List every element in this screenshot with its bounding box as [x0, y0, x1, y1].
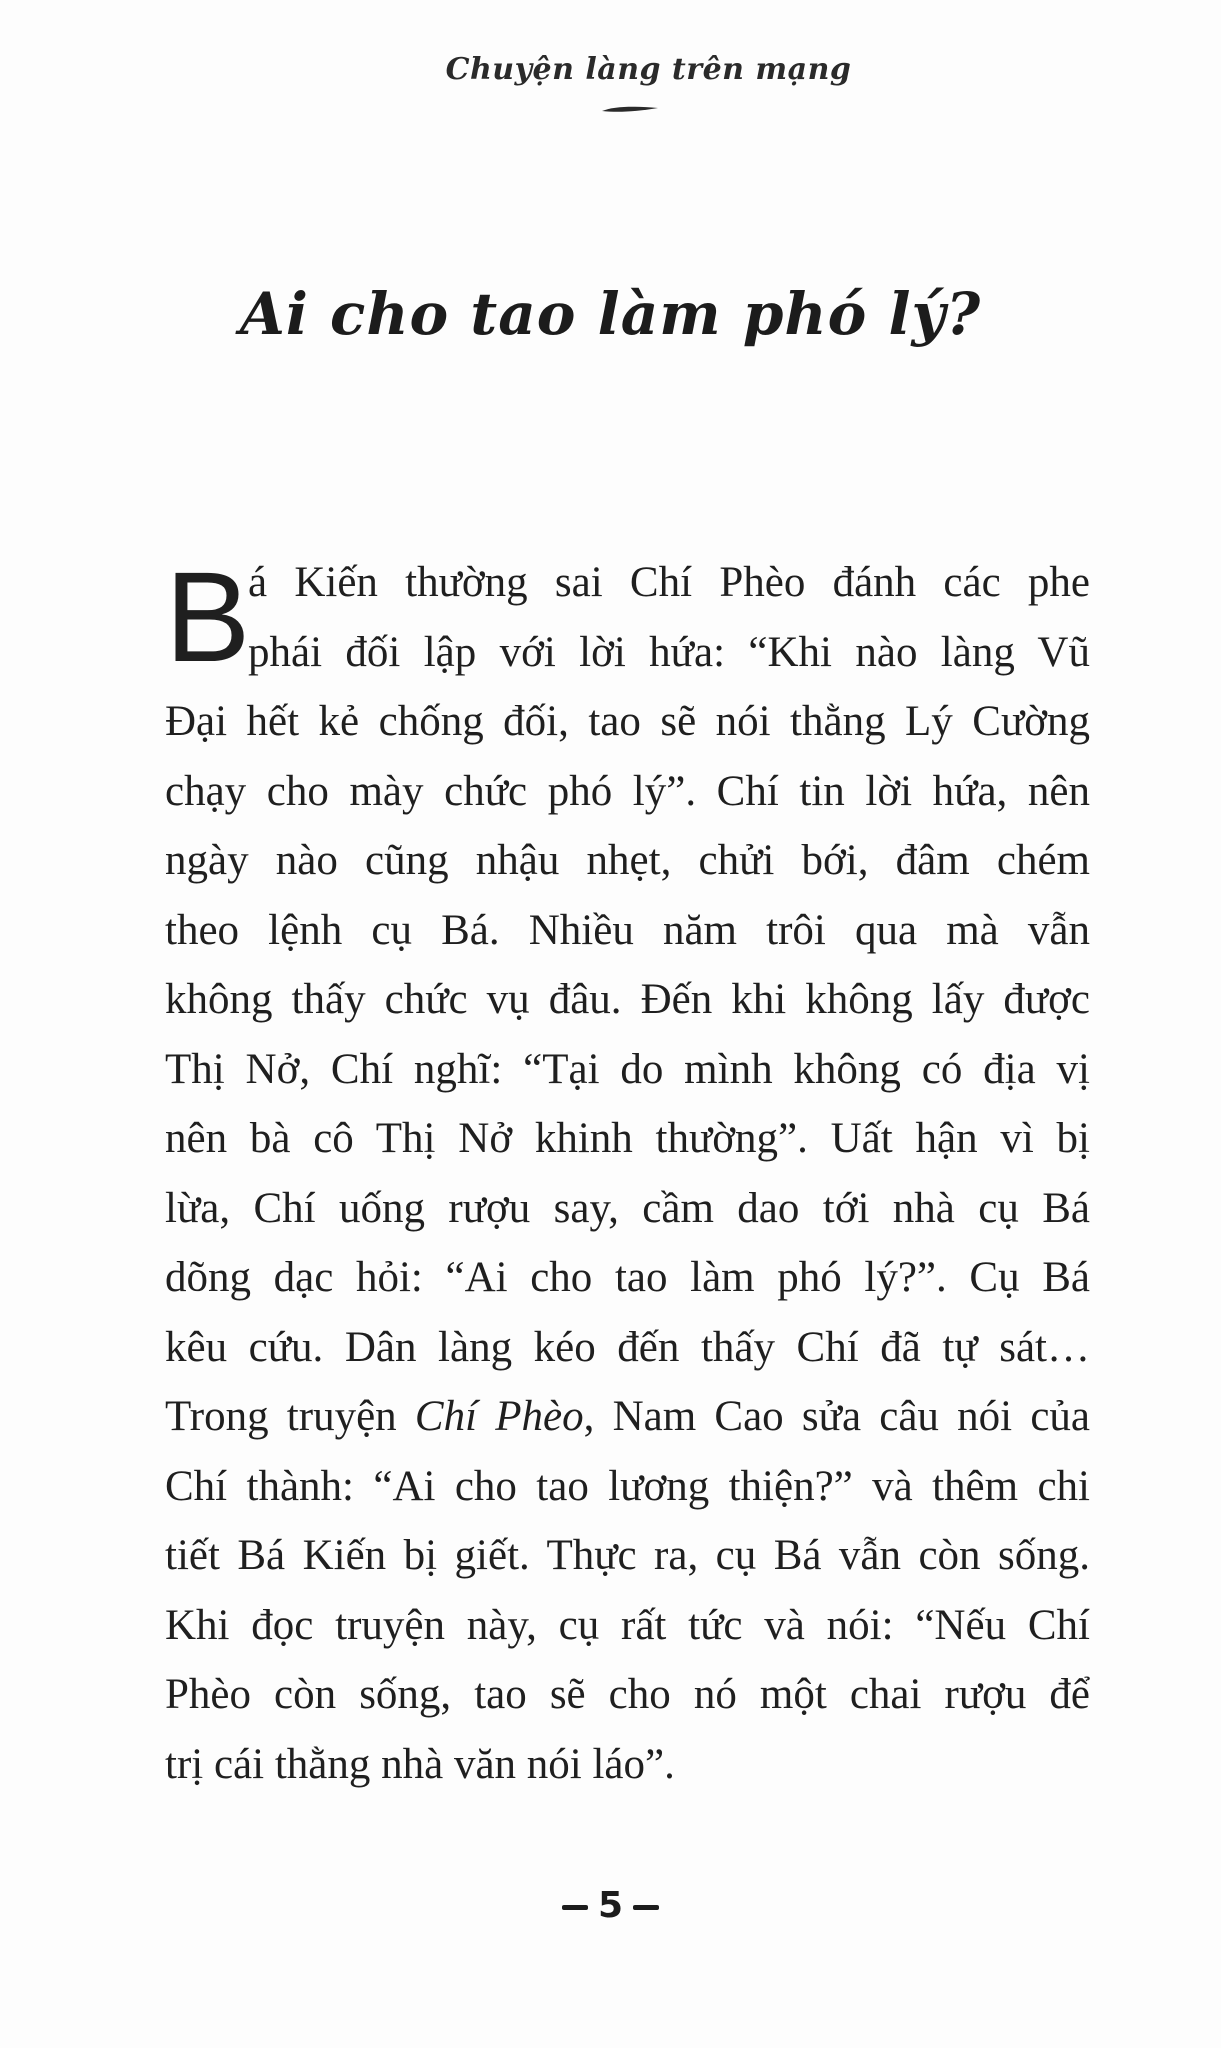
text-line: á Kiến thường sai Chí Phèo đánh các phe [248, 559, 1090, 606]
text-line: chạy cho mày chức phó lý”. Chí tin lời hứa, nên [165, 767, 1090, 815]
text-line: phái đối lập với lời hứa: “Khi nào làng Vũ [248, 628, 1090, 676]
text-line: tiết Bá Kiến bị giết. Thực ra, cụ Bá vẫn còn sống. [165, 1532, 1090, 1579]
text-line: theo lệnh cụ Bá. Nhiều năm trôi qua mà vẫn [165, 906, 1090, 954]
text-line: Đại hết kẻ chống đối, tao sẽ nói thằng Lý Cường [165, 698, 1090, 745]
italic-book-title: Chí Phèo [414, 1393, 584, 1440]
running-head-text: Chuyện làng trên mạng [445, 52, 852, 87]
text-segment: Trong truyện [165, 1393, 415, 1440]
page-number-value: 5 [597, 1885, 624, 1926]
text-line: không thấy chức vụ đâu. Đến khi không lấy được [165, 976, 1090, 1023]
text-line: trị cái thằng nhà văn nói láo”. [165, 1740, 675, 1788]
dash-ornament [562, 1905, 588, 1910]
chapter-title: Ai cho tao làm phó lý? [239, 280, 982, 348]
page-number [0, 1885, 1221, 1926]
text-segment: , Nam Cao sửa câu nói của [583, 1393, 1090, 1440]
drop-cap: B [165, 546, 251, 689]
text-line [165, 1382, 1090, 1452]
text-line: dõng dạc hỏi: “Ai cho tao làm phó lý?”. Cụ Bá [165, 1254, 1090, 1301]
dash-ornament [633, 1905, 659, 1910]
text-line: Khi đọc truyện này, cụ rất tức và nói: “Nếu Chí [165, 1601, 1090, 1649]
running-head [0, 52, 1221, 87]
body-paragraph [165, 548, 1090, 1799]
text-line: lừa, Chí uống rượu say, cầm dao tới nhà cụ Bá [165, 1184, 1090, 1232]
text-line: nên bà cô Thị Nở khinh thường”. Uất hận vì bị [165, 1115, 1090, 1162]
text-line: Chí thành: “Ai cho tao lương thiện?” và thêm chi [165, 1462, 1090, 1510]
text-line: ngày nào cũng nhậu nhẹt, chửi bới, đâm chém [165, 837, 1090, 884]
text-line: Thị Nở, Chí nghĩ: “Tại do mình không có địa vị [165, 1045, 1090, 1093]
text-line: Phèo còn sống, tao sẽ cho nó một chai rượu để [165, 1671, 1090, 1718]
flourish-ornament-icon [600, 102, 660, 116]
text-line: kêu cứu. Dân làng kéo đến thấy Chí đã tự sát… [165, 1323, 1090, 1371]
